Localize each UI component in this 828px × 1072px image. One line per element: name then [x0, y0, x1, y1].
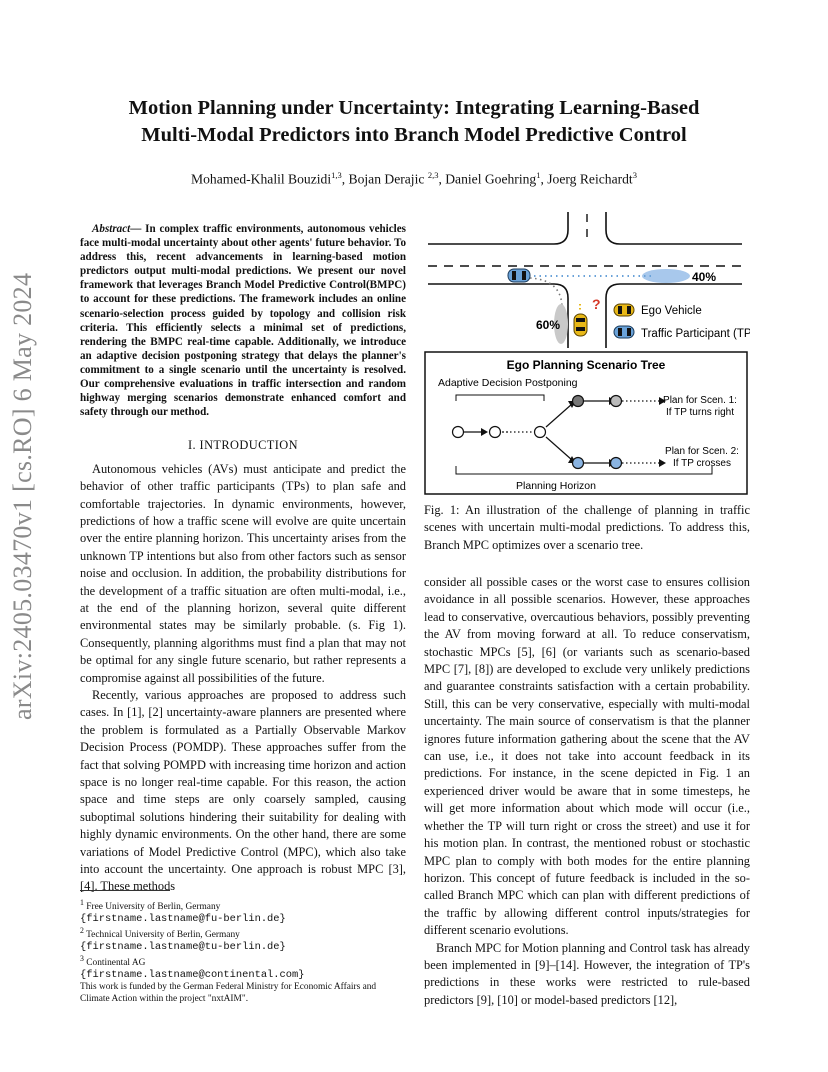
title-line-2: Multi-Modal Predictors into Branch Model Predictive Control: [141, 124, 687, 146]
road-edge-top-right: [606, 212, 742, 244]
right-paragraph-1: consider all possible cases or the worst case to ensures collision avoidance in all possible scenarios. However, these approaches lead to conservative, overcautious behaviors, possibly preventing the AV from moving forward at all. To reduce conservatism, stochastic MPCs [5], [6] (or variants such as scenario-based MPC [7], [8]) are developed to exclude very unlikely predictions and guarantee constraints satisfaction with a certain probability. Still, this can be very conservative, especially with multi-modal uncertainty. The main source of conservatism is that the planner ignores future information gathering about the scene that the AV can use, i.e., it does not take into account feedback in its predictions. For instance, in the scene depicted in Fig. 1 an experienced driver would be aware that in some timesteps, he will get more information about which mode will occur (i.e., whether the TP will turn right or cross the street) and use it for his motion plan. In contrast, the mentioned robust or stochastic MPC plan to comply with both modes for the entire planning horizon. This concept of future feedback is included in the so-called Branch MPC which can plan with different predictions of the traffic by allowing different control inputs/strategies for different scenario evolutions.: [424, 575, 750, 938]
footnote-2-text: Technical University of Berlin, Germany: [86, 930, 240, 941]
right-paragraph-2: Branch MPC for Motion planning and Control task has already been implemented in [9]–[14]. However, the integration of TP's predictions in these works were restricted to rule-based predictors [9], [10] or model-based predictors [12],: [424, 940, 750, 1007]
tree-node-s2-a: [573, 458, 584, 469]
figure-1: [424, 208, 750, 498]
prediction-blob-40: [642, 269, 690, 283]
intro-paragraph-1: Autonomous vehicles (AVs) must anticipate and predict the behavior of other traffic participants (TPs) to plan safe and comfortable trajectories. In dynamic environments, however, predictions of how a traffic scene will evolve are quite uncertain over the entire planning horizon. This uncertainty arises from the unknown TP intentions but also from other factors such as sensor noise and occlusion. In addition, the probability distributions for the development of a traffic situation are often multi-modal, i.e., at the end of the planning horizon, several quite different environmental states may be similarly probable. (s. Fig 1). Consequently, planning algorithms must find a plan that may not be optimal for any single future scenario, but rather represents a compromise against all possibilities of the future.: [80, 461, 406, 685]
paper-title: [80, 95, 748, 149]
planning-horizon-label: Planning Horizon: [516, 480, 596, 492]
tree-node-root: [453, 427, 464, 438]
right-column: [424, 574, 750, 1009]
footnote-1-text: Free University of Berlin, Germany: [86, 902, 221, 913]
tree-node-s1-b: [611, 396, 622, 407]
author-1: Mohamed-Khalil Bouzidi: [191, 171, 332, 187]
author-4: Joerg Reichardt: [547, 171, 633, 187]
abstract-label: Abstract: [92, 223, 131, 235]
footnote-2-mark: 2: [80, 926, 84, 936]
tp-vehicle-icon: [508, 269, 530, 282]
footnote-2: [80, 925, 406, 941]
plan1-line2: If TP turns right: [666, 407, 734, 418]
tree-node-s2-b: [611, 458, 622, 469]
figure-1-diagram: [424, 208, 750, 498]
plan2-line2: If TP crosses: [673, 458, 731, 469]
legend-ego-label: Ego Vehicle: [641, 305, 702, 317]
legend-tp-icon: [614, 326, 634, 338]
plan2-line1: Plan for Scen. 2:: [665, 446, 739, 457]
footnote-3-email: {firstname.lastname@continental.com}: [80, 969, 305, 982]
footnote-1-mark: 1: [80, 898, 84, 907]
footnote-rule: [80, 890, 170, 891]
plan1-line1: Plan for Scen. 1:: [663, 395, 737, 406]
legend-tp-label: Traffic Participant (TP): [641, 328, 750, 340]
prob-label-60: 60%: [536, 318, 561, 332]
tree-node-s1-a: [573, 396, 584, 407]
road-edge-bottom-left: [428, 284, 568, 348]
author-3-affil: 1: [536, 170, 541, 180]
funding-note: This work is funded by the German Federal Ministry for Economic Affairs and Climate Action within the project "nxtAIM".: [80, 982, 377, 1005]
adp-label: Adaptive Decision Postponing: [438, 377, 578, 389]
road-edge-top-left: [428, 212, 568, 244]
footnote-3-mark: 3: [80, 954, 84, 964]
section-heading-introduction: I. INTRODUCTION: [188, 438, 298, 453]
author-3: Daniel Goehring: [445, 171, 537, 187]
title-line-1: Motion Planning under Uncertainty: Integrating Learning-Based: [128, 97, 700, 119]
ego-vehicle-icon: [574, 314, 587, 336]
author-1-affil: 1,3: [331, 170, 342, 180]
left-column: [80, 222, 406, 896]
footnote-1-email: {firstname.lastname@fu-berlin.de}: [80, 913, 286, 926]
figure-1-caption: Fig. 1: An illustration of the challenge of planning in traffic scenes with uncertain multi-modal predictions. To address this, Branch MPC optimizes over a scenario tree.: [424, 503, 750, 552]
uncertainty-question-mark: ?: [592, 296, 601, 312]
prob-label-40: 40%: [692, 270, 717, 284]
tree-node-2: [490, 427, 501, 438]
author-4-affil: 3: [632, 170, 637, 180]
footnote-1: [80, 897, 406, 913]
arxiv-identifier: arXiv:2405.03470v1 [cs.RO] 6 May 2024: [8, 272, 37, 720]
intro-paragraph-2: Recently, various approaches are proposed to address such cases. In [1], [2] uncertainty-aware planners are presented where the problem is formulated as a Partially Observable Markov Decision Process (POMDP). These approaches suffer from the fact that solving POMPD with increasing time horizon and action space is no longer real-time capable. For this reason, the action space and time steps are only coarsely sampled, causing suboptimal solutions hindering their suitability for dealing with highly dynamic environments. On the other hand, there are some variations of Model Predictive Control (MPC), which also take into account the uncertainty. One approach is robust MPC [3], [4]. These methods: [80, 688, 406, 894]
footnotes: [80, 890, 406, 1005]
tree-node-branch: [535, 427, 546, 438]
author-2-affil: 2,3: [427, 170, 439, 180]
abstract: [80, 222, 406, 419]
scenario-tree-title: Ego Planning Scenario Tree: [506, 358, 666, 372]
footnote-3-text: Continental AG: [86, 958, 146, 969]
author-list: Mohamed-Khalil Bouzidi$^{1,3}$, Bojan Derajic $^{2,3}$, Daniel Goehring$^1$, Joerg Reichardt$^3$: [191, 170, 637, 187]
footnote-2-email: {firstname.lastname@tu-berlin.de}: [80, 941, 286, 954]
author-2: Bojan Derajic: [348, 171, 428, 187]
scenario-tree-box: [425, 352, 747, 494]
footnote-3: [80, 953, 406, 969]
abstract-text: — In complex traffic environments, autonomous vehicles face multi-modal uncertainty about other agents' future behavior. To address this, recent advancements in learning-based motion predictors output multi-modal predictions. We present our novel framework that leverages Branch Model Predictive Control(BMPC) to account for these predictions. The framework includes an online scenario-selection process guided by topology and collision risk criteria. This efficiently selects a minimal set of predictions, rendering the BMPC real-time capable. Additionally, we introduce an adaptive decision postponing strategy that delays the planner's commitment to a single scenario until the uncertainty is resolved. Our comprehensive evaluations in traffic intersection and random highway merging scenarios demonstrate enhanced comfort and safety through our method.: [80, 223, 406, 419]
legend-ego-icon: [614, 304, 634, 316]
